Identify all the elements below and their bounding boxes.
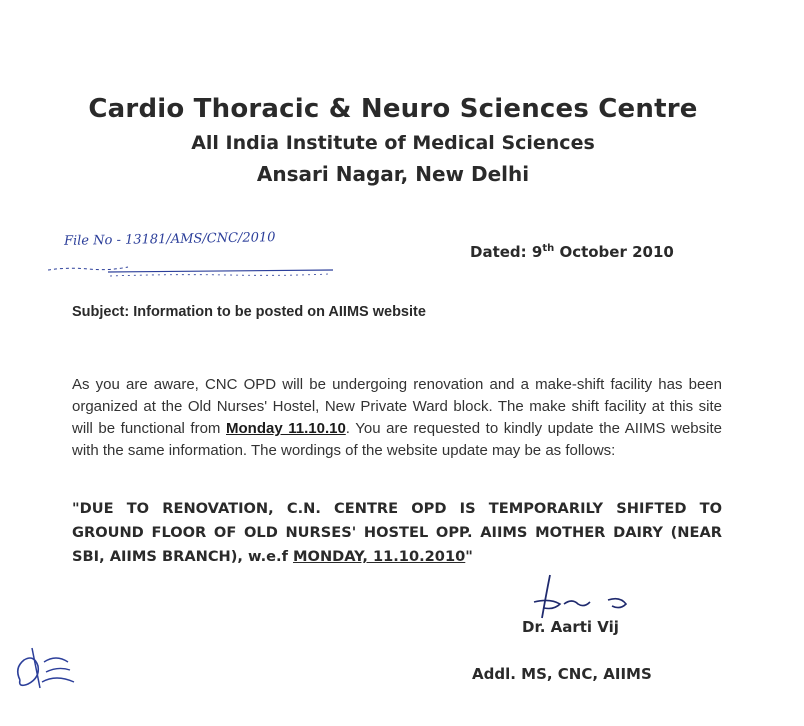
website-update-quote <box>72 497 722 569</box>
dated-line <box>470 243 674 261</box>
institute-title: All India Institute of Medical Sciences <box>191 132 595 154</box>
signer-designation: Addl. MS, CNC, AIIMS <box>472 665 652 683</box>
dated-label: Dated: 9 <box>470 243 543 261</box>
address-title: Ansari Nagar, New Delhi <box>256 162 530 186</box>
body-part-2: . You are requested to kindly update the AIIMS website with the same information. The wordings of the website update may be as follows: <box>72 420 722 459</box>
centre-title: Cardio Thoracic & Neuro Sciences Centre <box>88 94 698 124</box>
dated-superscript: th <box>542 243 555 254</box>
signature-mark <box>520 570 640 622</box>
dated-rest: October 2010 <box>554 243 674 261</box>
quote-date-highlight: MONDAY, 11.10.2010 <box>293 548 466 565</box>
handwritten-initials <box>12 640 82 696</box>
subject-line: Subject: Information to be posted on AIIMS website <box>72 304 426 320</box>
signer-name: Dr. Aarti Vij <box>522 618 619 636</box>
body-date-highlight: Monday 11.10.10 <box>226 420 346 437</box>
quote-closing: " <box>465 548 473 565</box>
handwritten-file-number: File No - 13181/AMS/CNC/2010 <box>63 230 276 249</box>
body-part-1: As you are aware, CNC OPD will be undergoing renovation and a make-shift facility has been organized at the Old Nurses' Hostel, New Private Ward block. The make shift facility at this site will be functional from <box>72 376 722 437</box>
file-number-underline <box>48 252 338 282</box>
quote-text: "DUE TO RENOVATION, C.N. CENTRE OPD IS TEMPORARILY SHIFTED TO GROUND FLOOR OF OLD NURSES' HOSTEL OPP. AIIMS MOTHER DAIRY (NEAR SBI, AIIMS BRANCH), w.e.f <box>72 500 722 565</box>
body-paragraph <box>72 374 722 462</box>
